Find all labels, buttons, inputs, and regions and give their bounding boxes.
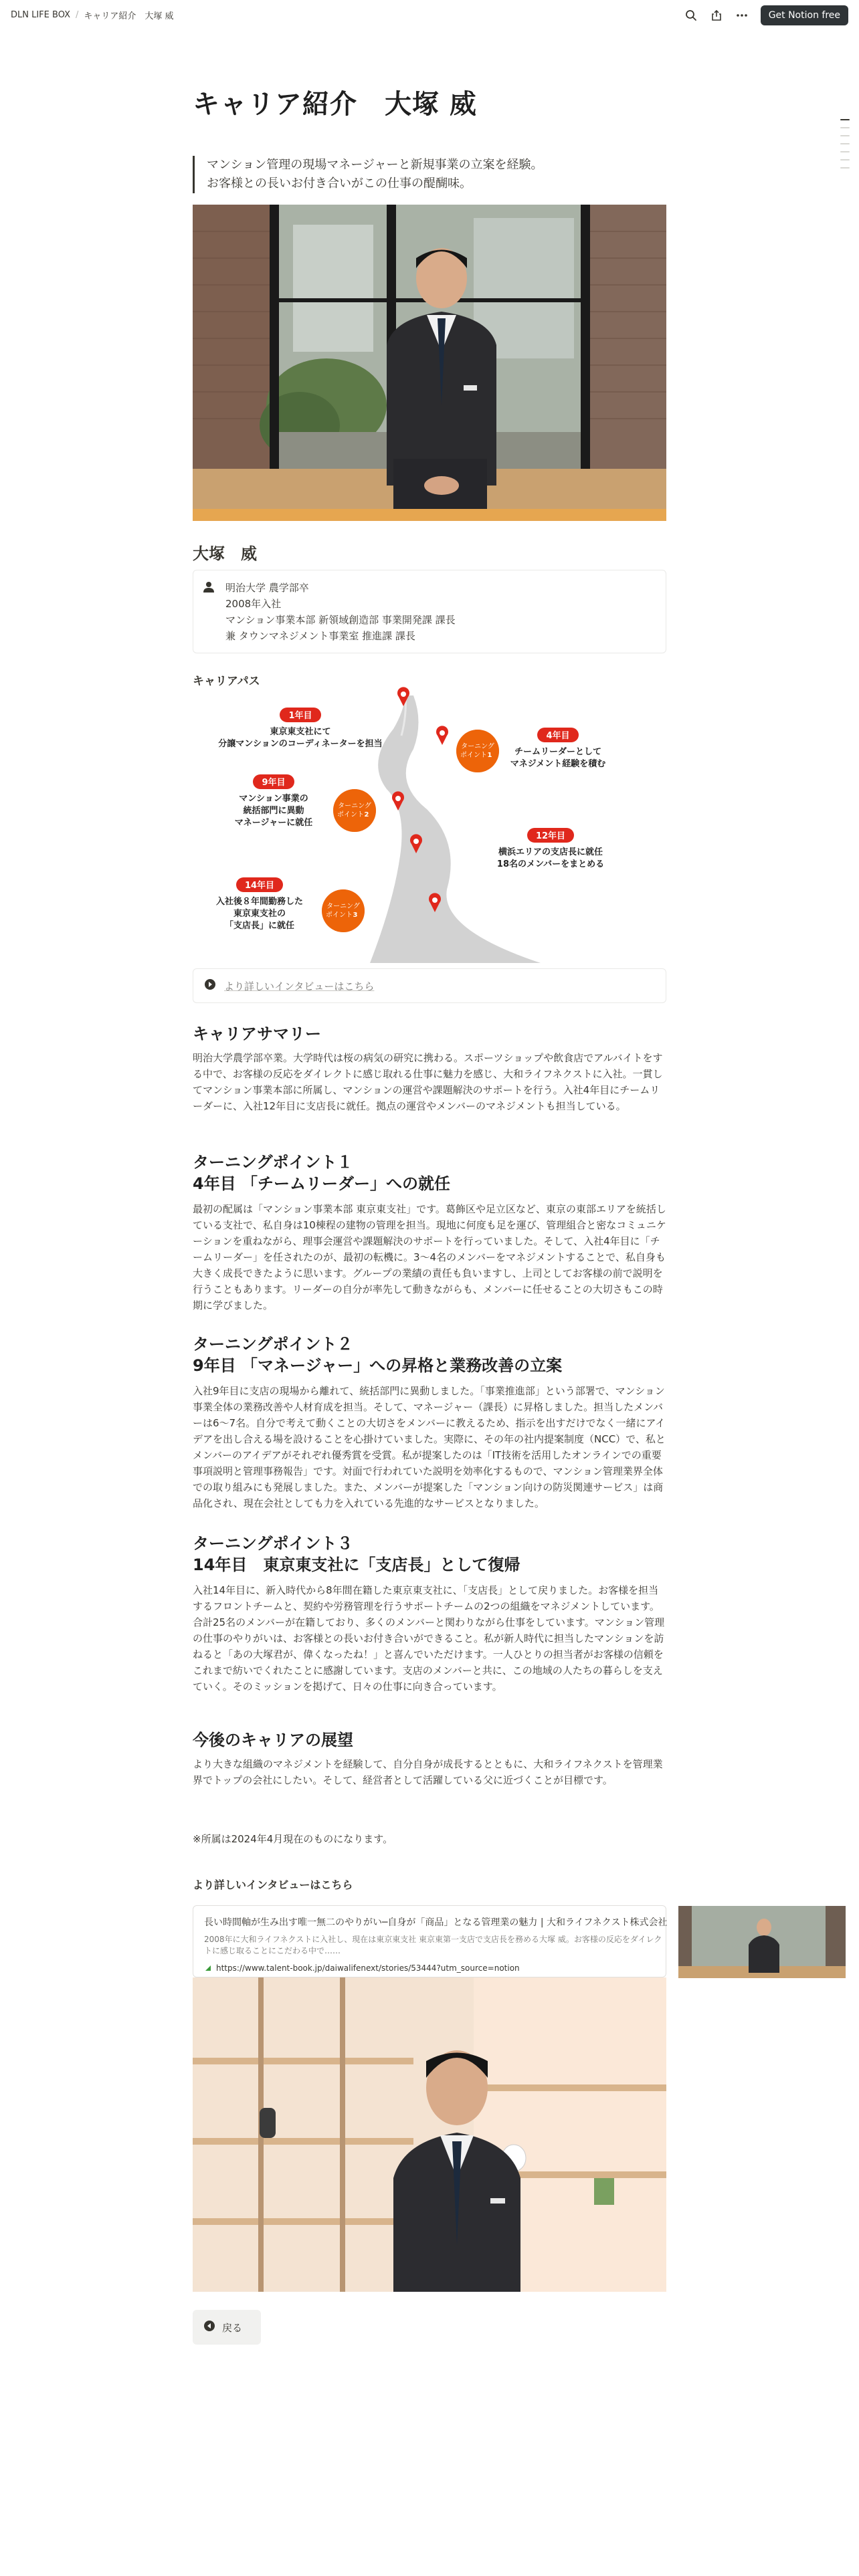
more-interview-heading: より詳しいインタビューはこちら bbox=[193, 1879, 353, 1891]
interview-bookmark[interactable] bbox=[193, 1905, 666, 1977]
map-pin-icon bbox=[436, 726, 448, 745]
interview-link-text[interactable]: より詳しいインタビューはこちら bbox=[224, 980, 375, 992]
arrow-circle-icon bbox=[204, 978, 216, 993]
year-1-badge: 1年目 bbox=[288, 711, 312, 721]
turning-point-3-marker bbox=[322, 889, 365, 932]
year-14-text: 「支店長」に就任 bbox=[224, 921, 295, 931]
tp-number: 2 bbox=[364, 811, 369, 819]
bookmark-url[interactable]: https://www.talent-book.jp/daiwalifenext/stories/53444?utm_source=notion bbox=[216, 1963, 520, 1973]
year-9-text: マンション事業の bbox=[239, 794, 308, 804]
year-12-badge: 12年目 bbox=[535, 831, 566, 841]
share-icon[interactable] bbox=[710, 9, 723, 22]
tp1-heading-line2: 4年目 「チームリーダー」への就任 bbox=[193, 1174, 451, 1193]
intro-quote bbox=[193, 156, 666, 193]
outline-marker[interactable] bbox=[840, 119, 850, 120]
page-title: キャリア紹介 大塚 威 bbox=[193, 89, 477, 120]
outline-marker[interactable] bbox=[840, 167, 850, 169]
tp-label: ポイント bbox=[337, 811, 364, 819]
year-9-text: 統括部門に異動 bbox=[243, 806, 304, 816]
bookmark-title[interactable]: 長い時間軸が生み出す唯一無二のやりがい─自身が「商品」となる管理業の魅力 | 大和ライフネクスト株式会社 bbox=[204, 1917, 668, 1928]
search-icon[interactable] bbox=[684, 9, 698, 22]
interview-photo bbox=[193, 1977, 666, 2292]
bookmark-description: 2008年に大和ライフネクストに入社し、現在は東京東支社 東京東第一支店で支店長を務める大塚 威。お客様の反応をダイレクトに感じ取ることにこだわる中で…… bbox=[204, 1935, 662, 1955]
tp3-body: 入社14年目に、新入時代から8年間在籍した東京東支社に、「支店長」として戻りました。お客様を担当するフロントチームと、契約や労務管理を行うサポートチームの2つの組織をマネジメントしています。合計25名のメンバーが在籍しており、多くのメンバーと関わりながら仕事をしています。マンション管理の仕事のやりがいは、お客様との長いお付き合いができること。私が新人時代に担当したマンションを訪ねると「あの大塚君が、偉くなったね！」と喜んでいただけます。一人ひとりの担当者がお客様の信頼をこれまで紡いでくれたことに感謝しています。支店のメンバーと共に、この地域の人たちの暮らしを支えていく。そのミッションを掲げて、日々の仕事に向き合っています。 bbox=[193, 1584, 665, 1693]
tp3-heading bbox=[193, 1533, 520, 1576]
year-14-badge: 14年目 bbox=[244, 881, 275, 891]
get-notion-free-button[interactable]: Get Notion free bbox=[761, 5, 848, 25]
year-4-text: チームリーダーとして bbox=[514, 747, 602, 757]
tp3-heading-line2: 14年目 東京東支社に「支店長」として復帰 bbox=[193, 1555, 520, 1574]
back-arrow-icon bbox=[203, 2320, 215, 2335]
year-1-text: 分譲マンションのコーディネーターを担当 bbox=[218, 739, 383, 749]
back-button[interactable] bbox=[193, 2310, 261, 2345]
summary-heading: キャリアサマリー bbox=[193, 1025, 321, 1043]
tp1-heading bbox=[193, 1152, 450, 1194]
profile-line: 2008年入社 bbox=[225, 598, 282, 610]
tp2-heading-line2: 9年目 「マネージャー」への昇格と業務改善の立案 bbox=[193, 1356, 563, 1375]
turning-point-1-marker bbox=[456, 730, 499, 772]
tp2-heading bbox=[193, 1333, 562, 1376]
profile-line: 明治大学 農学部卒 bbox=[225, 582, 309, 594]
person-icon bbox=[203, 580, 217, 653]
hero-photo bbox=[193, 205, 666, 521]
top-bar bbox=[0, 0, 859, 30]
profile-line: マンション事業本部 新領域創造部 事業開発課 課長 bbox=[225, 614, 456, 626]
tp-number: 3 bbox=[353, 911, 358, 919]
breadcrumb-separator: / bbox=[76, 10, 79, 20]
outline-marker[interactable] bbox=[840, 143, 850, 144]
more-options-icon[interactable] bbox=[735, 9, 749, 22]
affiliation-note: ※所属は2024年4月現在のものになります。 bbox=[193, 1833, 393, 1845]
page-outline[interactable] bbox=[840, 119, 850, 175]
career-road bbox=[370, 695, 541, 963]
tp3-heading-line1: ターニングポイント３ bbox=[193, 1534, 353, 1553]
breadcrumb-current-page[interactable]: キャリア紹介 大塚 威 bbox=[84, 11, 174, 21]
future-body: より大きな組織のマネジメントを経験して、自分自身が成長するとともに、大和ライフネクストを管理業界でトップの会社にしたい。そして、経営者として活躍している父に近づくことが目標です。 bbox=[193, 1758, 663, 1786]
year-12-text: 18名のメンバーをまとめる bbox=[496, 859, 605, 869]
quote-line: マンション管理の現場マネージャーと新規事業の立案を経験。 bbox=[207, 158, 543, 172]
tp-label: ターニング bbox=[461, 743, 494, 750]
summary-body: 明治大学農学部卒業。大学時代は桜の病気の研究に携わる。スポーツショップや飲食店でアルバイトをする中で、お客様の反応をダイレクトに感じ取れる仕事に魅力を感じ、大和ライフネクストに入社。一貫してマンション事業本部に所属し、マンションの運営や課題解決のサポートを行う。入社4年目にチームリーダーに、入社12年目に支店長に就任。拠点の運営やメンバーのマネジメントも担当している。 bbox=[193, 1052, 663, 1112]
future-heading: 今後のキャリアの展望 bbox=[193, 1731, 353, 1749]
career-path-diagram bbox=[193, 689, 666, 963]
year-9-badge: 9年目 bbox=[262, 778, 286, 788]
person-name-heading: 大塚 威 bbox=[193, 544, 257, 563]
year-14-text: 東京東支社の bbox=[233, 909, 286, 919]
year-12-text: 横浜エリアの支店長に就任 bbox=[498, 847, 603, 857]
year-14-text: 入社後８年間勤務した bbox=[215, 897, 304, 907]
breadcrumb-root[interactable]: DLN LIFE BOX bbox=[11, 10, 71, 20]
tp1-heading-line1: ターニングポイント１ bbox=[193, 1153, 353, 1172]
back-button-label[interactable]: 戻る bbox=[222, 2321, 243, 2334]
year-4-text: マネジメント経験を積む bbox=[510, 759, 606, 769]
tp-label: ターニング bbox=[326, 903, 360, 910]
tp-label: ポイント bbox=[326, 911, 353, 919]
profile-line: 兼 タウンマネジメント事業室 推進課 課長 bbox=[225, 630, 415, 642]
turning-point-2-marker bbox=[333, 789, 376, 832]
year-1-text: 東京東支社にて bbox=[270, 727, 331, 737]
outline-marker[interactable] bbox=[840, 135, 850, 136]
tp-label: ターニング bbox=[338, 802, 371, 810]
tp2-body: 入社9年目に支店の現場から離れて、統括部門に異動しました。「事業推進部」という部署で、マンション事業全体の業務改善や人材育成を担当。そして、マネージャー（課長）に昇格しました。担当したメンバーは6〜7名。自分で考えて動くことの大切さをメンバーに教えるため、指示を出すだけでなく一緒にアイデアを出し合える場を設けることを心掛けていました。実際に、その年の社内提案制度（NCC）で、私とメンバーのアイデアがそれぞれ優秀賞を受賞。私が提案したのは「IT技術を活用したオンラインでの重要事項説明と管理事務報告」です。対面で行われていた説明を効率化するもので、マンション管理業界全体での取り組みにも発展しました。また、メンバーが提案した「マンション向けの防災関連サービス」は商品化され、現在会社としても力を入れている先進的なサービスとなりました。 bbox=[193, 1385, 666, 1509]
year-9-text: マネージャーに就任 bbox=[234, 818, 313, 828]
profile-callout bbox=[193, 570, 666, 653]
tp-label: ポイント bbox=[460, 752, 487, 759]
tp1-body: 最初の配属は「マンション事業本部 東京東支社」です。葛飾区や足立区など、東京の東部エリアを統括している支社で、私自身は10棟程の建物の管理を担当。現地に何度も足を運び、管理組合と密なコミュニケーションを重ねながら、理事会運営や課題解決のサポートを行っていました。そして、入社4年目に「チームリーダー」を任されたのが、最初の転機に。3〜4名のメンバーをマネジメントすることで、私自身も大きく成長できたように思います。グループの業績の責任も負いますし、上司としてお客様の前で説明を行うこともあります。リーダーの自分が率先して動きながらも、メンバーに任せることの大切さもこの時期に学びました。 bbox=[193, 1203, 666, 1311]
outline-marker[interactable] bbox=[840, 159, 850, 160]
year-4-badge: 4年目 bbox=[546, 731, 570, 741]
quote-line: お客様との長いお付き合いがこの仕事の醍醐味。 bbox=[207, 177, 472, 191]
bookmark-thumbnail bbox=[678, 1906, 846, 1978]
tp2-heading-line1: ターニングポイント２ bbox=[193, 1335, 353, 1354]
interview-link-block[interactable] bbox=[193, 968, 666, 1003]
bookmark-url-row[interactable] bbox=[204, 1963, 668, 1973]
tp-number: 1 bbox=[487, 752, 492, 759]
outline-marker[interactable] bbox=[840, 151, 850, 152]
site-favicon-icon bbox=[204, 1964, 212, 1972]
career-path-label: キャリアパス bbox=[193, 675, 260, 688]
outline-marker[interactable] bbox=[840, 127, 850, 128]
